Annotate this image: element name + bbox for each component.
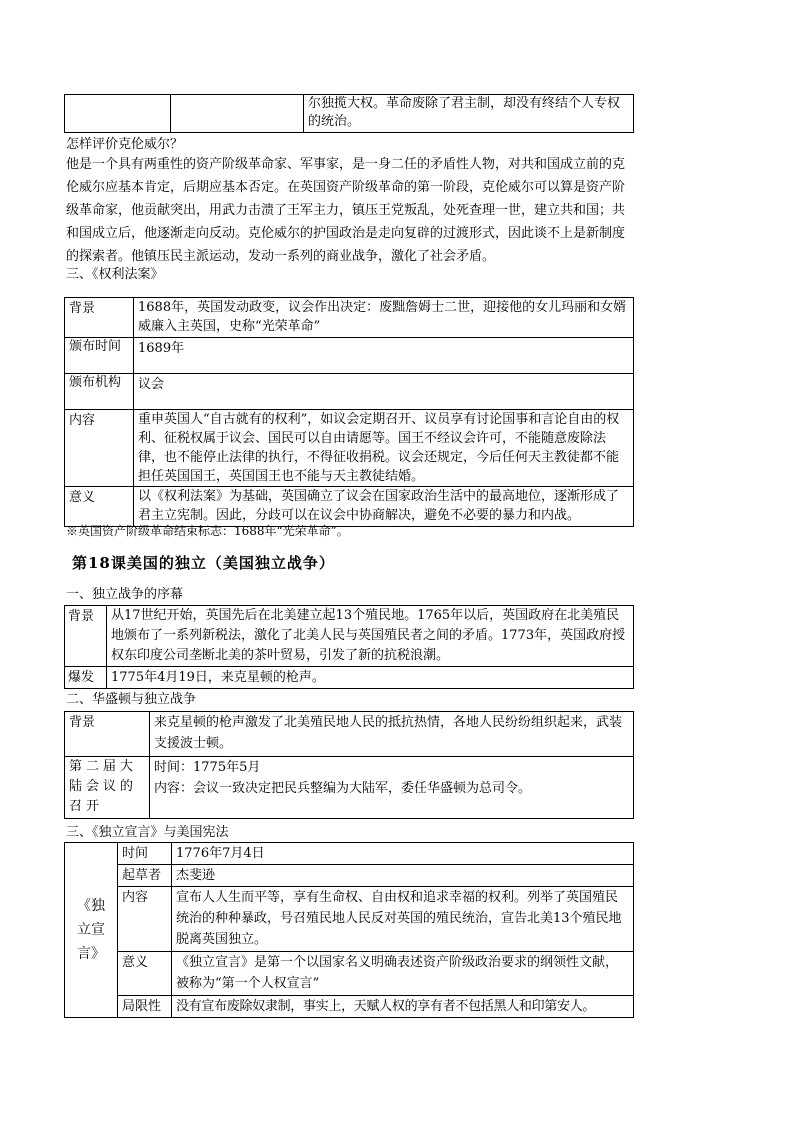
- row-label: 内容: [118, 887, 172, 952]
- footnote: ※英国资产阶级革命结束标志：1688年“光荣革命”。: [66, 524, 349, 538]
- cromwell-paragraph: 他是一个具有两重性的资产阶级革命家、军事家，是一身二任的矛盾性人物，对共和国成立前的克伦威尔应基本肯定，后期应基本否定。在英国资产阶级革命的第一阶段，克伦威尔可以算是资产阶级革命家，他贡献突出，用武力击溃了王军主力，镇压王党叛乱，处死查理一世，建立共和国；共和国成立后，他逐渐走向反动。克伦威尔的护国政治是走向复辟的过渡形式，因此谈不上是新制度的探索者。他镇压民主派运动，发动一系列的商业战争，激化了社会矛盾。: [66, 157, 626, 264]
- row-value: 从17世纪开始，英国先后在北美建立起13个殖民地。1765年以后，英国政府在北美殖民地颁布了一系列新税法，激化了北美人民与英国殖民者之间的矛盾。1773年，英国政府授权东印度公司垄断北美的茶叶贸易，引发了新的抗税浪潮。: [107, 606, 634, 667]
- row-label: 颁布机构: [65, 374, 134, 410]
- empty-cell: [171, 95, 304, 133]
- top-continuation-table: [64, 94, 634, 133]
- table-row: [65, 667, 634, 689]
- row-label: 时间: [118, 843, 172, 865]
- table-row: [65, 843, 634, 865]
- empty-cell: [65, 95, 171, 133]
- row-value: 重申英国人“自古就有的权利”，如议会定期召开、议员享有讨论国事和言论自由的权利、征税权属于议会、国民可以自由请愿等。国王不经议会许可，不能随意废除法律，也不能停止法律的执行，不得征收捐税。议会还规定，今后任何天主教徒都不能担任英国国王，英国国王也不能与天主教徒结婚。: [134, 410, 634, 487]
- table-row: [65, 952, 634, 996]
- row-value: 《独立宣言》是第一个以国家名义明确表述资产阶级政治要求的纲领性文献，被称为“第一个人权宣言”: [172, 952, 634, 996]
- section-heading: 一、独立战争的序幕: [66, 587, 184, 602]
- table-row: [65, 410, 634, 487]
- row-label: 背景: [65, 606, 107, 667]
- row-label: 背景: [65, 712, 150, 757]
- row-value: 以《权利法案》为基础，英国确立了议会在国家政治生活中的最高地位，逐渐形成了君主立宪制。因此，分歧可以在议会中协商解决，避免不必要的暴力和内战。: [134, 487, 634, 527]
- section-heading: 三、《权利法案》: [66, 267, 164, 282]
- prelude-table: [64, 605, 634, 689]
- section-heading: 二、华盛顿与独立战争: [66, 692, 197, 707]
- table-row: [65, 996, 634, 1018]
- group-label-text: 《独立宣言》: [77, 898, 105, 962]
- row-label: 意义: [118, 952, 172, 996]
- table-row: [65, 606, 634, 667]
- row-value: 1689年: [134, 338, 634, 374]
- group-label: [65, 843, 118, 1018]
- bill-of-rights-table: [64, 297, 634, 527]
- washington-table: [64, 711, 634, 819]
- row-value: 来克星顿的枪声激发了北美殖民地人民的抵抗热情，各地人民纷纷组织起来，武装支援波士顿。: [150, 712, 634, 757]
- row-value: 议会: [134, 374, 634, 410]
- row-value: 杰斐逊: [172, 865, 634, 887]
- row-label: 第二届大陆会议的召开: [65, 757, 150, 819]
- row-value: 宣布人人生而平等，享有生命权、自由权和追求幸福的权利。列举了英国殖民统治的种种暴政，号召殖民地人民反对英国的殖民统治，宣告北美13个殖民地脱离英国独立。: [172, 887, 634, 952]
- lesson-title: 第18课美国的独立（美国独立战争）: [72, 554, 335, 572]
- meeting-content: 内容：会议一致决定把民兵整编为大陆军，委任华盛顿为总司令。: [154, 781, 532, 796]
- row-label: 背景: [65, 298, 134, 338]
- table-row: [65, 338, 634, 374]
- row-value: 1775年4月19日，来克星顿的枪声。: [107, 667, 634, 689]
- table-row: [65, 487, 634, 527]
- table-row: [65, 374, 634, 410]
- row-value: 1776年7月4日: [172, 843, 634, 865]
- table-row: [65, 712, 634, 757]
- row-label: 爆发: [65, 667, 107, 689]
- table-row: [65, 887, 634, 952]
- cromwell-question: 怎样评价克伦威尔？: [66, 137, 184, 152]
- meeting-time: 时间：1775年5月: [154, 760, 261, 775]
- declaration-table: [64, 842, 634, 1018]
- row-value: [150, 757, 634, 819]
- row-label: 颁布时间: [65, 338, 134, 374]
- row-label: 内容: [65, 410, 134, 487]
- row-value: 1688年，英国发动政变，议会作出决定：废黜詹姆士二世，迎接他的女儿玛丽和女婿威廉入主英国，史称“光荣革命”: [134, 298, 634, 338]
- row-label: 意义: [65, 487, 134, 527]
- row-label: 起草者: [118, 865, 172, 887]
- table-cell: 尔独揽大权。革命废除了君主制，却没有终结个人专权的统治。: [304, 95, 634, 133]
- section-heading: 三、《独立宣言》与美国宪法: [66, 825, 229, 840]
- table-row: [65, 757, 634, 819]
- table-row: [65, 865, 634, 887]
- table-row: [65, 298, 634, 338]
- row-value: 没有宣布废除奴隶制，事实上，天赋人权的享有者不包括黑人和印第安人。: [172, 996, 634, 1018]
- row-label: 局限性: [118, 996, 172, 1018]
